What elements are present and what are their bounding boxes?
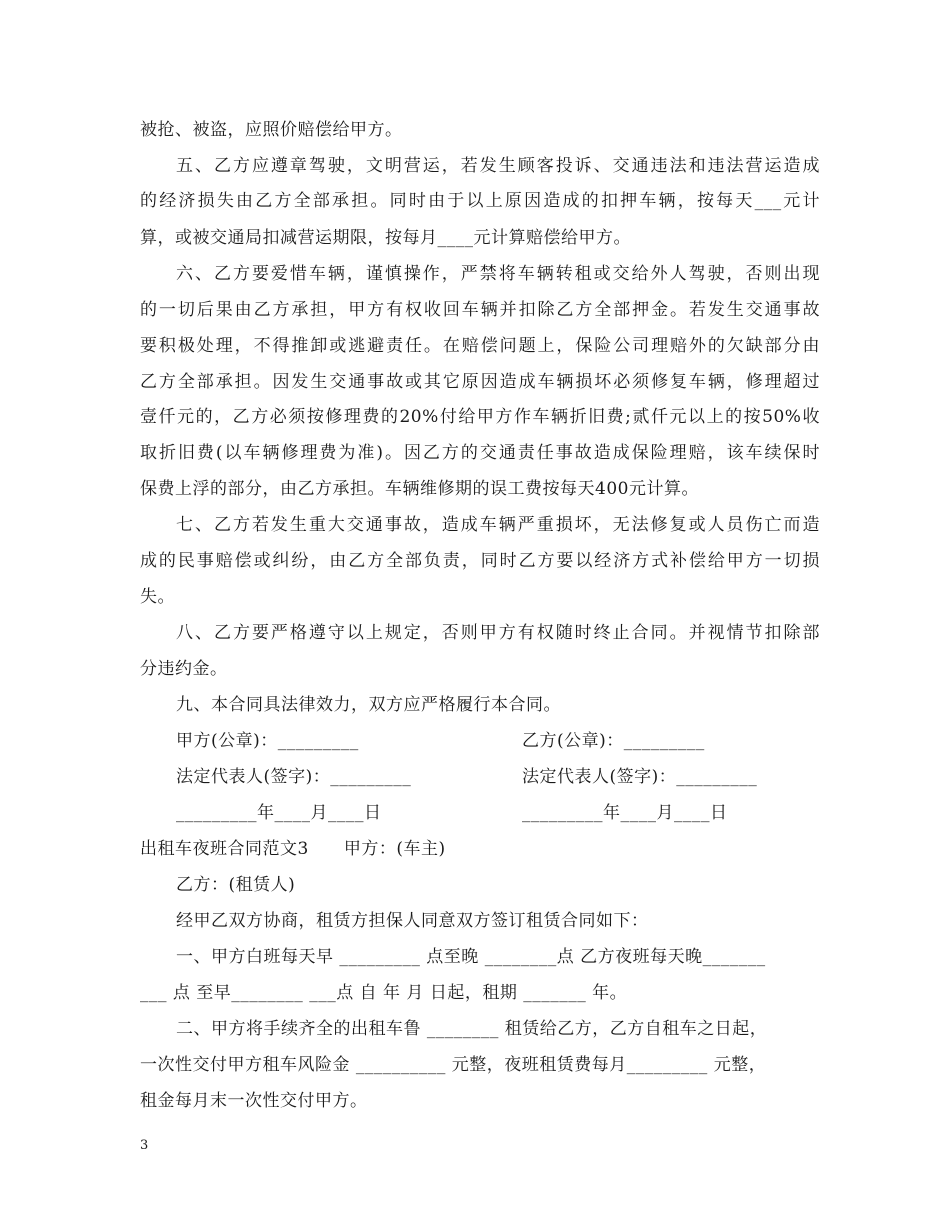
sample-3-title-line: 出租车夜班合同范文3 甲方：(车主) <box>140 839 446 859</box>
clause-5-line-3: 算，或被交通局扣减营运期限，按每月____元计算赔偿给甲方。 <box>140 228 631 248</box>
clause-6-line-4: 乙方全部承担。因发生交通事故或其它原因造成车辆损坏必须修复车辆，修理超过 <box>140 372 820 392</box>
clause-7-line-3: 失。 <box>140 587 175 607</box>
party-b-date-field: _________年____月____日 <box>522 803 728 823</box>
sample-3-clause-2-line-2: 一次性交付甲方租车风险金 __________ 元整，夜班租赁费每月_________ 元整， <box>140 1055 767 1075</box>
clause-6-line-3: 要积极处理，不得推卸或逃避责任。在赔偿问题上，保险公司理赔外的欠缺部分由 <box>140 336 820 356</box>
clause-6-line-7: 保费上浮的部分，由乙方承担。车辆维修期的误工费按每天400元计算。 <box>140 479 699 499</box>
sample-3-intro-line: 经甲乙双方协商，租赁方担保人同意双方签订租赁合同如下： <box>176 911 649 931</box>
party-b-representative-field: 法定代表人(签字)：_________ <box>522 767 758 787</box>
clause-7-line-1: 七、乙方若发生重大交通事故，造成车辆严重损坏，无法修复或人员伤亡而造 <box>176 515 820 535</box>
party-a-date-field: _________年____月____日 <box>176 803 382 823</box>
party-a-representative-field: 法定代表人(签字)：_________ <box>176 767 412 787</box>
clause-5-line-1: 五、乙方应遵章驾驶，文明营运，若发生顾客投诉、交通违法和违法营运造成 <box>176 156 820 176</box>
sample-3-clause-2-line-1: 二、甲方将手续齐全的出租车鲁 ________ 租赁给乙方，乙方自租车之日起， <box>176 1019 768 1039</box>
page-number: 3 <box>140 1138 149 1153</box>
clause-9-line-1: 九、本合同具法律效力，双方应严格履行本合同。 <box>176 695 561 715</box>
party-a-seal-field: 甲方(公章)：_________ <box>176 731 359 751</box>
clause-5-line-2: 的经济损失由乙方全部承担。同时由于以上原因造成的扣押车辆，按每天___元计 <box>140 191 820 211</box>
sample-3-clause-2-line-3: 租金每月末一次性交付甲方。 <box>140 1091 368 1111</box>
clause-4-tail-line: 被抢、被盗，应照价赔偿给甲方。 <box>140 120 403 140</box>
clause-6-line-5: 壹仟元的，乙方必须按修理费的20%付给甲方作车辆折旧费;贰仟元以上的按50%收 <box>140 407 820 427</box>
clause-6-line-1: 六、乙方要爱惜车辆，谨慎操作，严禁将车辆转租或交给外人驾驶，否则出现 <box>176 264 820 284</box>
clause-6-line-6: 取折旧费(以车辆修理费为准)。因乙方的交通责任事故造成保险理赔，该车续保时 <box>140 443 820 463</box>
clause-7-line-2: 成的民事赔偿或纠纷，由乙方全部负责，同时乙方要以经济方式补偿给甲方一切损 <box>140 551 820 571</box>
sample-3-party-b-line: 乙方：(租赁人) <box>176 875 296 895</box>
clause-8-line-1: 八、乙方要严格遵守以上规定，否则甲方有权随时终止合同。并视情节扣除部 <box>176 623 820 643</box>
sample-3-clause-1-line-2: ___ 点 至早________ ___点 自 年 月 日起，租期 _______ 年。 <box>140 983 628 1003</box>
clause-8-line-2: 分违约金。 <box>140 659 228 679</box>
party-b-seal-field: 乙方(公章)：_________ <box>522 731 705 751</box>
sample-3-clause-1-line-1: 一、甲方白班每天早 _________ 点至晚 ________点 乙方夜班每天晚_______ <box>176 947 766 967</box>
clause-6-line-2: 的一切后果由乙方承担，甲方有权收回车辆并扣除乙方全部押金。若发生交通事故 <box>140 300 820 320</box>
